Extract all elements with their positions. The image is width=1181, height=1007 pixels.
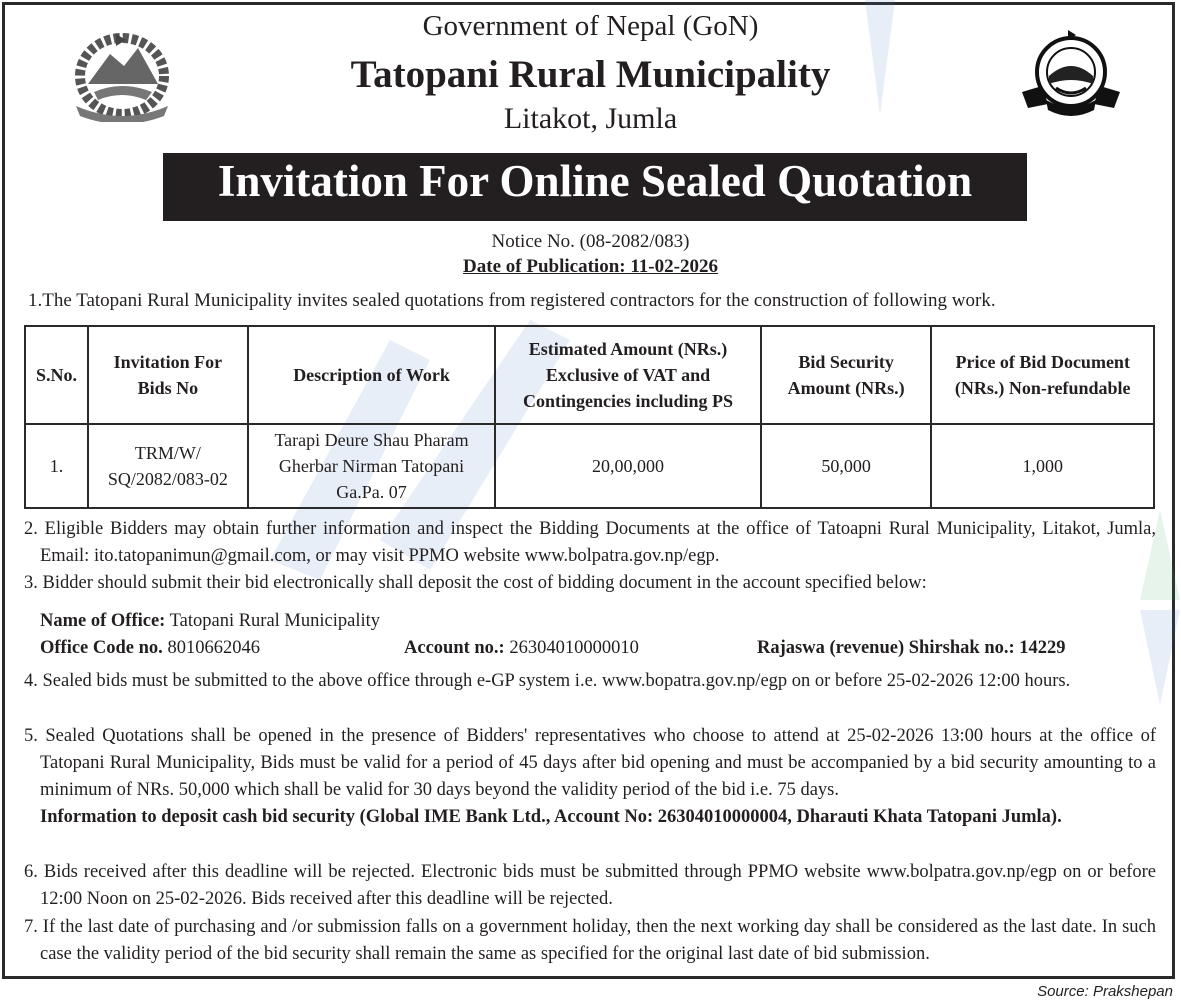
table-header-row: [25, 326, 1154, 424]
col-header-bid-no: Invitation For Bids No: [88, 326, 248, 424]
publication-date: [0, 256, 1181, 278]
cell-bid-security: 50,000: [761, 424, 932, 508]
tender-table: [24, 325, 1155, 509]
municipality-title: Tatopani Rural Municipality: [350, 53, 831, 96]
office-name-field: Name of Office: Tatopani Rural Municipality: [40, 611, 381, 631]
table-row: [25, 424, 1154, 508]
clause-6: 6. Bids received after this deadline will be rejected. Electronic bids must be submitted through PPMO website www.bolpatra.gov.np/egp on or before 12:00 Noon on 25-02-2026. Bids received after this deadline will be rejected.: [24, 862, 1156, 909]
cell-description: Tarapi Deure Shau Pharam Gherbar Nirman Tatopani Ga.Pa. 07: [248, 424, 495, 508]
cell-document-price: 1,000: [931, 424, 1154, 508]
office-code-field: Office Code no. 8010662046: [40, 638, 260, 658]
source-credit: Source: Prakshepan: [1037, 983, 1173, 1000]
notice-number: Notice No. (08-2082/083): [491, 231, 690, 252]
bid-security-deposit-info: Information to deposit cash bid security (Global IME Bank Ltd., Account No: 26304010000004, Dharauti Khata Tatopani Jumla).: [40, 807, 1062, 827]
clause-3: 3. Bidder should submit their bid electronically shall deposit the cost of bidding document in the account specified below:: [24, 573, 927, 593]
cell-sno: 1.: [25, 424, 88, 508]
government-title: Government of Nepal (GoN): [422, 10, 759, 42]
col-header-bid-security: Bid Security Amount (NRs.): [761, 326, 932, 424]
cell-bid-no: TRM/W/ SQ/2082/083-02: [88, 424, 248, 508]
col-header-description: Description of Work: [248, 326, 495, 424]
clause-5: 5. Sealed Quotations shall be opened in the presence of Bidders' representatives who choose to attend at 25-02-2026 13:00 hours at the office of Tatopani Rural Municipality, Bids must be valid for a period of 45 days after bid opening and must be accompanied by a bid security amounting to a minimum of NRs. 50,000 which shall be valid for 30 days beyond the validity period of the bid i.e. 75 days. Information to deposit cash bid security (Global IME Bank Ltd., Account No: 26304010000004, Dharauti Khata Tatopani Jumla).: [24, 723, 1156, 831]
cell-estimated-amount: 20,00,000: [495, 424, 760, 508]
col-header-sno: S.No.: [25, 326, 88, 424]
intro-clause: 1.The Tatopani Rural Municipality invites sealed quotations from registered contractors for the construction of following work.: [28, 290, 996, 311]
notice-banner-title: Invitation For Online Sealed Quotation: [163, 153, 1027, 221]
col-header-document-price: Price of Bid Document (NRs.) Non-refundable: [931, 326, 1154, 424]
publication-date-text: Date of Publication: 11-02-2026: [463, 256, 718, 277]
col-header-estimated-amount: Estimated Amount (NRs.) Exclusive of VAT and Contingencies including PS: [495, 326, 760, 424]
clause-2: 2. Eligible Bidders may obtain further information and inspect the Bidding Documents at the office of Tatoapni Rural Municipality, Litakot, Jumla, Email: ito.tatopanimun@gmail.com, or may visit PPMO website www.bolpatra.gov.np/egp.: [24, 519, 1156, 566]
clause-4: 4. Sealed bids must be submitted to the above office through e-GP system i.e. www.bopatra.gov.np/egp on or before 25-02-2026 12:00 hours.: [24, 671, 1071, 691]
account-number-field: Account no.: 26304010000010: [404, 638, 639, 658]
location-subtitle: Litakot, Jumla: [503, 102, 678, 135]
clause-7: 7. If the last date of purchasing and /or submission falls on a government holiday, then the next working day shall be considered as the last date. In such case the validity period of the bid security shall remain the same as specified for the original last date of bid submission.: [24, 917, 1156, 964]
revenue-shirshak-field: Rajaswa (revenue) Shirshak no.: 14229: [757, 638, 1066, 658]
